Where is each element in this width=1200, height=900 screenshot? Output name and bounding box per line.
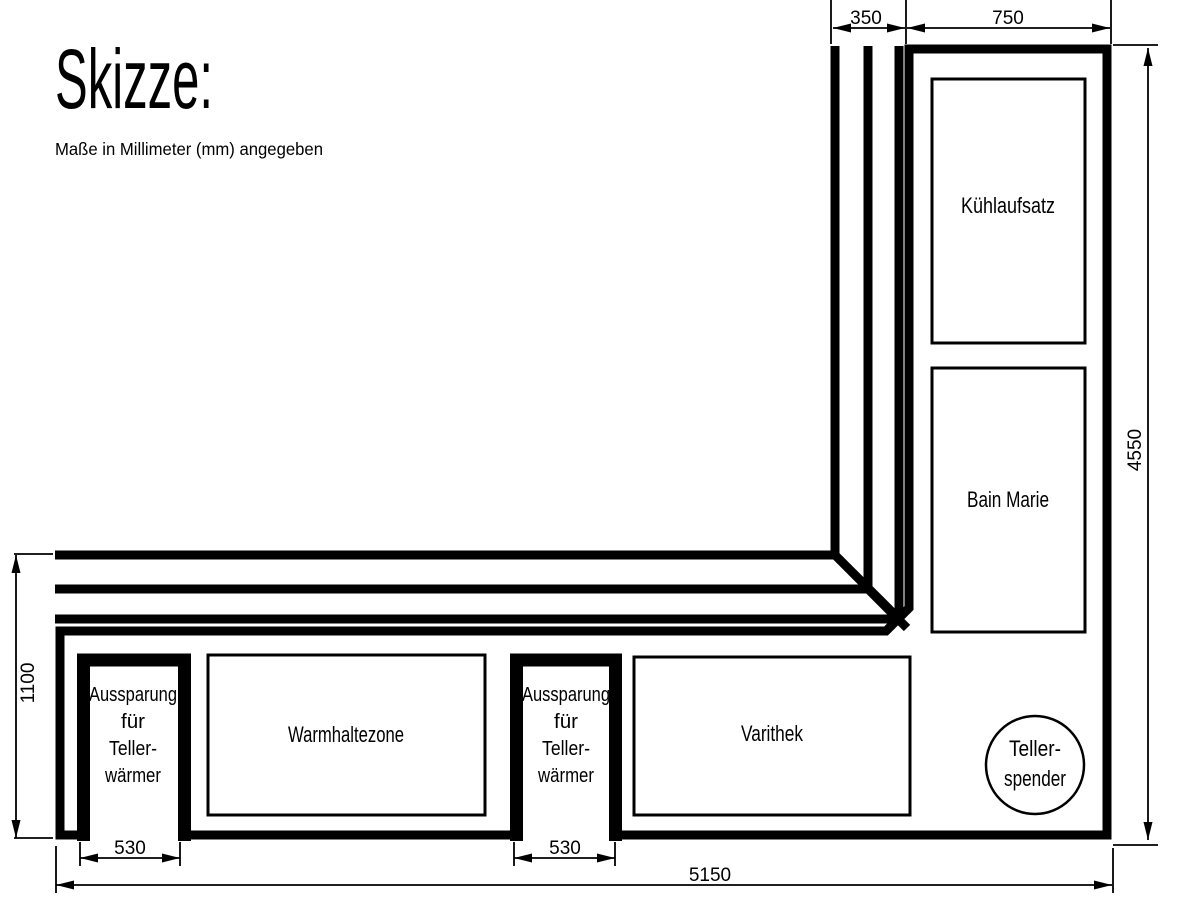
cutout-2-label-line3: Teller- [542, 738, 590, 760]
arrowhead-right [1092, 24, 1110, 33]
dimension-bottom-length [56, 846, 1113, 893]
warmhaltezone-label: Warmhaltezone [288, 722, 404, 747]
dimension-cutout-1 [80, 838, 180, 866]
cutout-1-label-line3: Teller- [109, 738, 157, 760]
cutout-1-label-line2: für [121, 711, 146, 733]
page-title: Skizze: [55, 32, 213, 126]
page-subtitle: Maße in Millimeter (mm) angegeben [55, 139, 323, 159]
dim-label: 4550 [1125, 428, 1146, 472]
tray-rail-inner [55, 46, 899, 619]
dim-label: 1100 [18, 662, 39, 704]
bain-marie-label: Bain Marie [967, 487, 1049, 512]
arrowhead-down [1144, 822, 1153, 840]
arrowhead-up [1144, 48, 1153, 66]
dimension-rail-width [831, 0, 906, 44]
plate-warmer-cutout-2 [510, 653, 622, 842]
varithek-label: Varithek [741, 721, 804, 746]
arrowhead-left [80, 854, 98, 863]
cutout-1-label-line4: wärmer [104, 765, 162, 787]
arrowhead-right [162, 854, 180, 863]
tellerspender-label-line2: spender [1004, 766, 1066, 791]
dimension-right-height [1113, 45, 1158, 845]
arrowhead-right [597, 854, 615, 863]
arrowhead-right [887, 24, 905, 33]
tellerspender-circle [986, 716, 1084, 814]
dim-label: 530 [114, 838, 146, 859]
dim-label: 5150 [688, 865, 732, 886]
tray-rail-middle [55, 46, 868, 589]
plate-warmer-cutout-1 [77, 653, 191, 842]
arrowhead-down [12, 820, 21, 838]
kuehlaufsatz-label: Kühlaufsatz [961, 193, 1055, 218]
dim-label: 350 [850, 8, 882, 29]
dim-label: 530 [549, 838, 581, 859]
cutout-2-label-line1: Aussparung [522, 684, 610, 706]
arrowhead-right [1094, 881, 1112, 890]
cutout-2-label-line4: wärmer [537, 765, 595, 787]
arrowhead-left [833, 24, 851, 33]
arrowhead-left [514, 854, 532, 863]
cutout-1-label-line1: Aussparung [89, 684, 177, 706]
arrowhead-left [907, 24, 925, 33]
arrowhead-up [12, 555, 21, 573]
dimension-counter-depth [907, 0, 1111, 44]
arrowhead-left [56, 881, 74, 890]
dimension-left-depth [12, 554, 54, 838]
tellerspender-label-line1: Teller- [1009, 736, 1061, 761]
cutout-2-label-line2: für [554, 711, 579, 733]
dimension-cutout-2 [514, 838, 615, 866]
dim-label: 750 [992, 8, 1024, 29]
